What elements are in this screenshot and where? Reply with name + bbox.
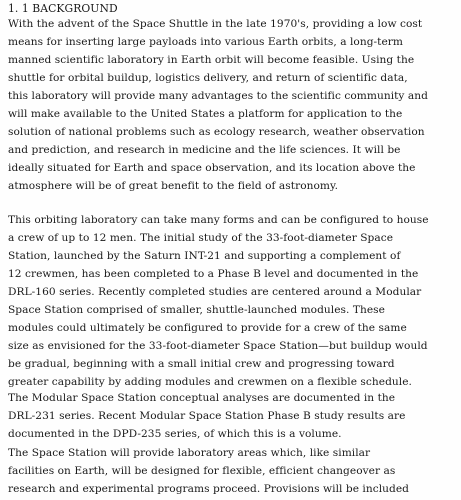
- text-line: ideally situated for Earth and space observation, and its location above the: [8, 162, 416, 174]
- text-line: The Modular Space Station conceptual analyses are documented in the: [8, 392, 396, 404]
- text-line: means for inserting large payloads into various Earth orbits, a long-term: [8, 36, 404, 48]
- text-line: The Space Station will provide laboratory areas which, like similar: [8, 447, 371, 459]
- text-line: a crew of up to 12 men. The initial study of the 33-foot-diameter Space: [8, 232, 394, 244]
- text-line: and prediction, and research in medicine and the life sciences. It will be: [8, 144, 401, 156]
- text-line: Space Station comprised of smaller, shuttle-launched modules. These: [8, 304, 385, 316]
- text-line: greater capability by adding modules and crewmen on a flexible schedule.: [8, 376, 412, 388]
- text-line: solution of national problems such as ecology research, weather observation: [8, 126, 425, 138]
- text-line: With the advent of the Space Shuttle in the late 1970's, providing a low cost: [8, 18, 423, 30]
- section-heading: 1. 1 BACKGROUND: [8, 2, 118, 15]
- text-line: will make available to the United States a platform for application to the: [8, 108, 403, 120]
- text-line: DRL-231 series. Recent Modular Space Station Phase B study results are: [8, 410, 406, 422]
- text-line: facilities on Earth, will be designed for flexible, efficient changeover as: [8, 465, 396, 477]
- text-line: size as envisioned for the 33-foot-diameter Space Station—but buildup would: [8, 340, 428, 352]
- text-line: research and experimental programs proceed. Provisions will be included: [8, 483, 410, 495]
- text-line: DRL-160 series. Recently completed studies are centered around a Modular: [8, 286, 422, 298]
- text-line: modules could ultimately be configured to provide for a crew of the same: [8, 322, 407, 334]
- text-line: This orbiting laboratory can take many forms and can be configured to house: [8, 214, 429, 226]
- text-line: Station, launched by the Saturn INT-21 and supporting a complement of: [8, 250, 401, 262]
- text-line: 12 crewmen, has been completed to a Phase B level and documented in the: [8, 268, 419, 280]
- text-line: this laboratory will provide many advantages to the scientific community and: [8, 90, 428, 102]
- text-line: shuttle for orbital buildup, logistics delivery, and return of scientific data,: [8, 72, 408, 84]
- text-line: manned scientific laboratory in Earth orbit will become feasible. Using the: [8, 54, 415, 66]
- text-line: documented in the DPD-235 series, of which this is a volume.: [8, 428, 342, 440]
- text-line: atmosphere will be of great benefit to the field of astronomy.: [8, 180, 339, 192]
- text-line: be gradual, beginning with a small initial crew and progressing toward: [8, 358, 395, 370]
